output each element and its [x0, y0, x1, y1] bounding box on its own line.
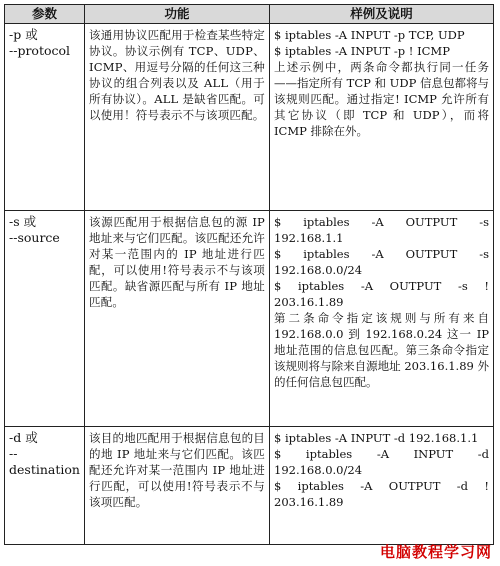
- example-command: $ iptables -A OUTPUT -s ! 203.16.1.89: [274, 279, 489, 309]
- function-cell: 该通用协议匹配用于检查某些特定协议。协议示例有 TCP、UDP、ICMP、用逗号分隔的任何这三种协议的组合列表以及 ALL（用于所有协议）。ALL 是缺省匹配。可以使用！符号表示不与该项匹配。: [85, 24, 270, 211]
- examples-cell: [270, 211, 494, 427]
- examples-cell: [270, 427, 494, 545]
- param-long: --protocol: [9, 43, 71, 58]
- function-cell: 该目的地匹配用于根据信息包的目的地 IP 地址来与它们匹配。该匹配还允许对某一范围内 IP 地址进行匹配，可以使用!符号表示不与该项匹配。: [85, 427, 270, 545]
- site-watermark: 电脑教程学习网: [379, 543, 492, 561]
- iptables-match-table: [4, 4, 494, 545]
- example-note: 第二条命令指定该规则与所有来自 192.168.0.0 到 192.168.0.24 这一 IP 地址范围的信息包匹配。第三条命令指定该规则将与除来自源地址 203.16.1.89 外的任何信息包匹配。: [274, 311, 489, 389]
- param-cell: [5, 211, 85, 427]
- param-long: --: [9, 446, 18, 461]
- example-command: $ iptables -A OUTPUT -d ! 203.16.1.89: [274, 479, 489, 509]
- example-command: $ iptables -A OUTPUT -s 192.168.1.1: [274, 215, 489, 245]
- param-short: -s 或: [9, 214, 37, 229]
- param-cell: [5, 24, 85, 211]
- param-long: --source: [9, 230, 60, 245]
- param-short: -p 或: [9, 27, 38, 42]
- table-row: [5, 24, 494, 211]
- param-short: -d 或: [9, 430, 38, 445]
- param-cell: [5, 427, 85, 545]
- header-function: 功能: [85, 5, 270, 24]
- example-command: $ iptables -A INPUT -d 192.168.1.1: [274, 431, 479, 445]
- example-command: $ iptables -A OUTPUT -s 192.168.0.0/24: [274, 247, 489, 277]
- example-command: $ iptables -A INPUT -p ! ICMP: [274, 44, 450, 58]
- example-note: 上述示例中，两条命令都执行同一任务——指定所有 TCP 和 UDP 信息包都将与该规则匹配。通过指定! ICMP 允许所有其它协议（即 TCP 和 UDP），而将 ICMP 排除在外。: [274, 60, 489, 138]
- table-row: [5, 427, 494, 545]
- examples-cell: [270, 24, 494, 211]
- example-command: $ iptables -A INPUT -d 192.168.0.0/24: [274, 447, 489, 477]
- function-cell: 该源匹配用于根据信息包的源 IP 地址来与它们匹配。该匹配还允许对某一范围内的 IP 地址进行匹配，可以使用!符号表示不与该项匹配。缺省源匹配与所有 IP 地址匹配。: [85, 211, 270, 427]
- table-header-row: [5, 5, 494, 24]
- header-examples: 样例及说明: [270, 5, 494, 24]
- table-row: [5, 211, 494, 427]
- header-param: 参数: [5, 5, 85, 24]
- param-long-cont: destination: [9, 462, 80, 477]
- example-command: $ iptables -A INPUT -p TCP, UDP: [274, 28, 465, 42]
